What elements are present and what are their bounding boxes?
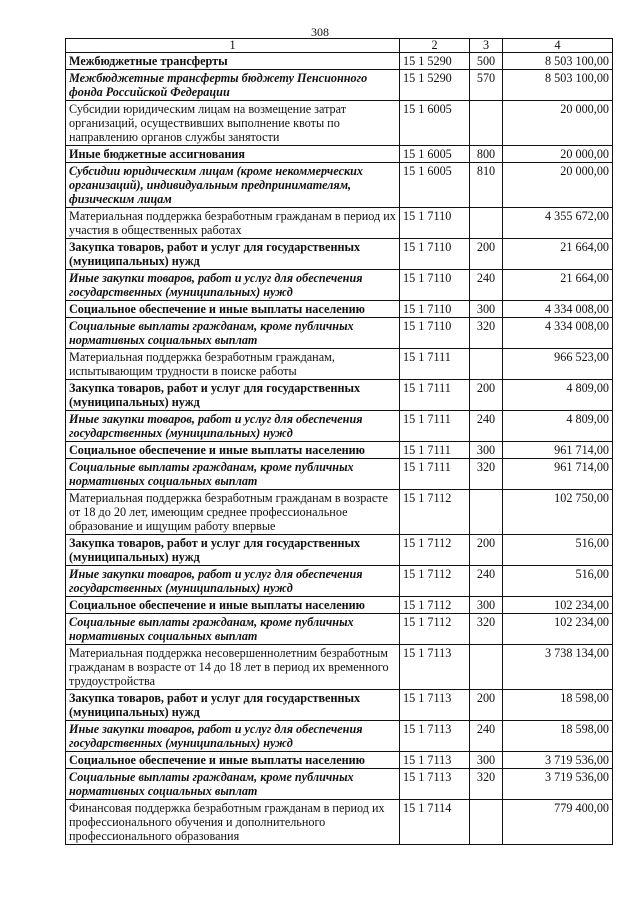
table-row xyxy=(66,535,613,566)
row-sum-cell: 18 598,00 xyxy=(503,690,613,721)
row-csr-cell: 15 1 7113 xyxy=(400,769,470,800)
row-vr-cell: 200 xyxy=(470,380,503,411)
table-row xyxy=(66,208,613,239)
row-vr-cell: 300 xyxy=(470,442,503,459)
row-vr-cell: 240 xyxy=(470,270,503,301)
row-vr-cell: 320 xyxy=(470,318,503,349)
row-sum-cell: 4 809,00 xyxy=(503,411,613,442)
row-csr-cell: 15 1 7111 xyxy=(400,380,470,411)
table-row xyxy=(66,380,613,411)
row-sum-cell: 20 000,00 xyxy=(503,146,613,163)
row-vr-cell: 320 xyxy=(470,459,503,490)
row-sum-cell: 20 000,00 xyxy=(503,101,613,146)
row-sum-cell: 4 355 672,00 xyxy=(503,208,613,239)
table-row xyxy=(66,690,613,721)
table-row xyxy=(66,769,613,800)
row-csr-cell: 15 1 7113 xyxy=(400,690,470,721)
row-vr-cell xyxy=(470,101,503,146)
row-name-cell: Социальные выплаты гражданам, кроме публичных нормативных социальных выплат xyxy=(66,614,400,645)
row-csr-cell: 15 1 7111 xyxy=(400,349,470,380)
column-header-vr: 3 xyxy=(470,39,503,53)
row-csr-cell: 15 1 7111 xyxy=(400,442,470,459)
row-name-cell: Закупка товаров, работ и услуг для государственных (муниципальных) нужд xyxy=(66,239,400,270)
row-name-cell: Субсидии юридическим лицам на возмещение затрат организаций, осуществивших выполнение квоты по направлению органов службы занятости xyxy=(66,101,400,146)
row-vr-cell xyxy=(470,800,503,845)
row-name-cell: Иные закупки товаров, работ и услуг для обеспечения государственных (муниципальных) нужд xyxy=(66,270,400,301)
row-vr-cell: 800 xyxy=(470,146,503,163)
row-name-cell: Иные бюджетные ассигнования xyxy=(66,146,400,163)
row-sum-cell: 8 503 100,00 xyxy=(503,53,613,70)
row-csr-cell: 15 1 7110 xyxy=(400,270,470,301)
row-vr-cell: 810 xyxy=(470,163,503,208)
table-row xyxy=(66,614,613,645)
row-name-cell: Иные закупки товаров, работ и услуг для обеспечения государственных (муниципальных) нужд xyxy=(66,566,400,597)
table-row xyxy=(66,459,613,490)
table-row xyxy=(66,566,613,597)
row-name-cell: Материальная поддержка безработным гражданам, испытывающим трудности в поиске работы xyxy=(66,349,400,380)
row-csr-cell: 15 1 7111 xyxy=(400,459,470,490)
row-name-cell: Закупка товаров, работ и услуг для государственных (муниципальных) нужд xyxy=(66,690,400,721)
row-vr-cell: 200 xyxy=(470,535,503,566)
row-csr-cell: 15 1 7110 xyxy=(400,318,470,349)
row-vr-cell: 300 xyxy=(470,597,503,614)
table-row xyxy=(66,163,613,208)
row-name-cell: Социальные выплаты гражданам, кроме публичных нормативных социальных выплат xyxy=(66,318,400,349)
row-sum-cell: 4 334 008,00 xyxy=(503,301,613,318)
row-vr-cell: 200 xyxy=(470,239,503,270)
row-vr-cell xyxy=(470,645,503,690)
table-row xyxy=(66,597,613,614)
row-sum-cell: 8 503 100,00 xyxy=(503,70,613,101)
column-header-sum: 4 xyxy=(503,39,613,53)
row-sum-cell: 102 234,00 xyxy=(503,597,613,614)
table-header-row xyxy=(66,39,613,53)
row-sum-cell: 516,00 xyxy=(503,535,613,566)
table-row xyxy=(66,239,613,270)
row-name-cell: Материальная поддержка несовершеннолетним безработным гражданам в возрасте от 14 до 18 лет в период их временного трудоустройства xyxy=(66,645,400,690)
row-vr-cell: 320 xyxy=(470,614,503,645)
row-name-cell: Социальные выплаты гражданам, кроме публичных нормативных социальных выплат xyxy=(66,459,400,490)
column-header-name: 1 xyxy=(66,39,400,53)
row-name-cell: Закупка товаров, работ и услуг для государственных (муниципальных) нужд xyxy=(66,535,400,566)
row-vr-cell xyxy=(470,349,503,380)
table-body xyxy=(66,53,613,845)
table-row xyxy=(66,645,613,690)
row-csr-cell: 15 1 7112 xyxy=(400,535,470,566)
row-vr-cell: 570 xyxy=(470,70,503,101)
row-csr-cell: 15 1 7113 xyxy=(400,645,470,690)
row-csr-cell: 15 1 7113 xyxy=(400,721,470,752)
row-name-cell: Иные закупки товаров, работ и услуг для обеспечения государственных (муниципальных) нужд xyxy=(66,411,400,442)
table-row xyxy=(66,800,613,845)
row-vr-cell: 240 xyxy=(470,566,503,597)
row-vr-cell: 240 xyxy=(470,721,503,752)
row-name-cell: Межбюджетные трансферты бюджету Пенсионного фонда Российской Федерации xyxy=(66,70,400,101)
row-name-cell: Субсидии юридическим лицам (кроме некоммерческих организаций), индивидуальным предпринимателям, физическим лицам xyxy=(66,163,400,208)
row-sum-cell: 779 400,00 xyxy=(503,800,613,845)
row-vr-cell: 200 xyxy=(470,690,503,721)
row-name-cell: Социальное обеспечение и иные выплаты населению xyxy=(66,301,400,318)
table-row xyxy=(66,490,613,535)
row-sum-cell: 516,00 xyxy=(503,566,613,597)
table-row xyxy=(66,301,613,318)
table-row xyxy=(66,752,613,769)
row-sum-cell: 20 000,00 xyxy=(503,163,613,208)
row-csr-cell: 15 1 6005 xyxy=(400,163,470,208)
row-vr-cell: 300 xyxy=(470,301,503,318)
row-csr-cell: 15 1 5290 xyxy=(400,70,470,101)
row-vr-cell: 500 xyxy=(470,53,503,70)
table-row xyxy=(66,53,613,70)
row-csr-cell: 15 1 7113 xyxy=(400,752,470,769)
row-vr-cell: 240 xyxy=(470,411,503,442)
row-name-cell: Межбюджетные трансферты xyxy=(66,53,400,70)
row-csr-cell: 15 1 6005 xyxy=(400,146,470,163)
row-name-cell: Закупка товаров, работ и услуг для государственных (муниципальных) нужд xyxy=(66,380,400,411)
row-sum-cell: 102 234,00 xyxy=(503,614,613,645)
row-vr-cell: 300 xyxy=(470,752,503,769)
row-name-cell: Социальное обеспечение и иные выплаты населению xyxy=(66,597,400,614)
row-csr-cell: 15 1 5290 xyxy=(400,53,470,70)
table-row xyxy=(66,146,613,163)
row-sum-cell: 3 719 536,00 xyxy=(503,769,613,800)
row-csr-cell: 15 1 6005 xyxy=(400,101,470,146)
row-vr-cell xyxy=(470,490,503,535)
table-row xyxy=(66,101,613,146)
table-row xyxy=(66,721,613,752)
row-sum-cell: 961 714,00 xyxy=(503,459,613,490)
row-sum-cell: 961 714,00 xyxy=(503,442,613,459)
row-sum-cell: 18 598,00 xyxy=(503,721,613,752)
row-csr-cell: 15 1 7112 xyxy=(400,490,470,535)
row-vr-cell: 320 xyxy=(470,769,503,800)
table-row xyxy=(66,270,613,301)
row-csr-cell: 15 1 7114 xyxy=(400,800,470,845)
row-sum-cell: 3 738 134,00 xyxy=(503,645,613,690)
row-vr-cell xyxy=(470,208,503,239)
table-row xyxy=(66,442,613,459)
row-name-cell: Иные закупки товаров, работ и услуг для обеспечения государственных (муниципальных) нужд xyxy=(66,721,400,752)
budget-table xyxy=(65,38,613,845)
row-name-cell: Материальная поддержка безработным гражданам в возрасте от 18 до 20 лет, имеющим среднее профессиональное образование и ищущим работу впервые xyxy=(66,490,400,535)
row-name-cell: Материальная поддержка безработным гражданам в период их участия в общественных работах xyxy=(66,208,400,239)
row-sum-cell: 21 664,00 xyxy=(503,270,613,301)
row-name-cell: Социальное обеспечение и иные выплаты населению xyxy=(66,442,400,459)
row-sum-cell: 21 664,00 xyxy=(503,239,613,270)
row-sum-cell: 4 334 008,00 xyxy=(503,318,613,349)
table-row xyxy=(66,318,613,349)
table-row xyxy=(66,349,613,380)
row-sum-cell: 4 809,00 xyxy=(503,380,613,411)
row-name-cell: Финансовая поддержка безработным гражданам в период их профессионального обучения и дополнительного профессионального образования xyxy=(66,800,400,845)
row-name-cell: Социальные выплаты гражданам, кроме публичных нормативных социальных выплат xyxy=(66,769,400,800)
row-csr-cell: 15 1 7112 xyxy=(400,597,470,614)
page-number: 308 xyxy=(311,25,329,39)
row-csr-cell: 15 1 7110 xyxy=(400,301,470,318)
row-sum-cell: 966 523,00 xyxy=(503,349,613,380)
row-sum-cell: 102 750,00 xyxy=(503,490,613,535)
row-name-cell: Социальное обеспечение и иные выплаты населению xyxy=(66,752,400,769)
row-csr-cell: 15 1 7111 xyxy=(400,411,470,442)
table-row xyxy=(66,411,613,442)
row-csr-cell: 15 1 7112 xyxy=(400,614,470,645)
row-csr-cell: 15 1 7110 xyxy=(400,208,470,239)
column-header-csr: 2 xyxy=(400,39,470,53)
row-csr-cell: 15 1 7110 xyxy=(400,239,470,270)
row-sum-cell: 3 719 536,00 xyxy=(503,752,613,769)
row-csr-cell: 15 1 7112 xyxy=(400,566,470,597)
table-row xyxy=(66,70,613,101)
